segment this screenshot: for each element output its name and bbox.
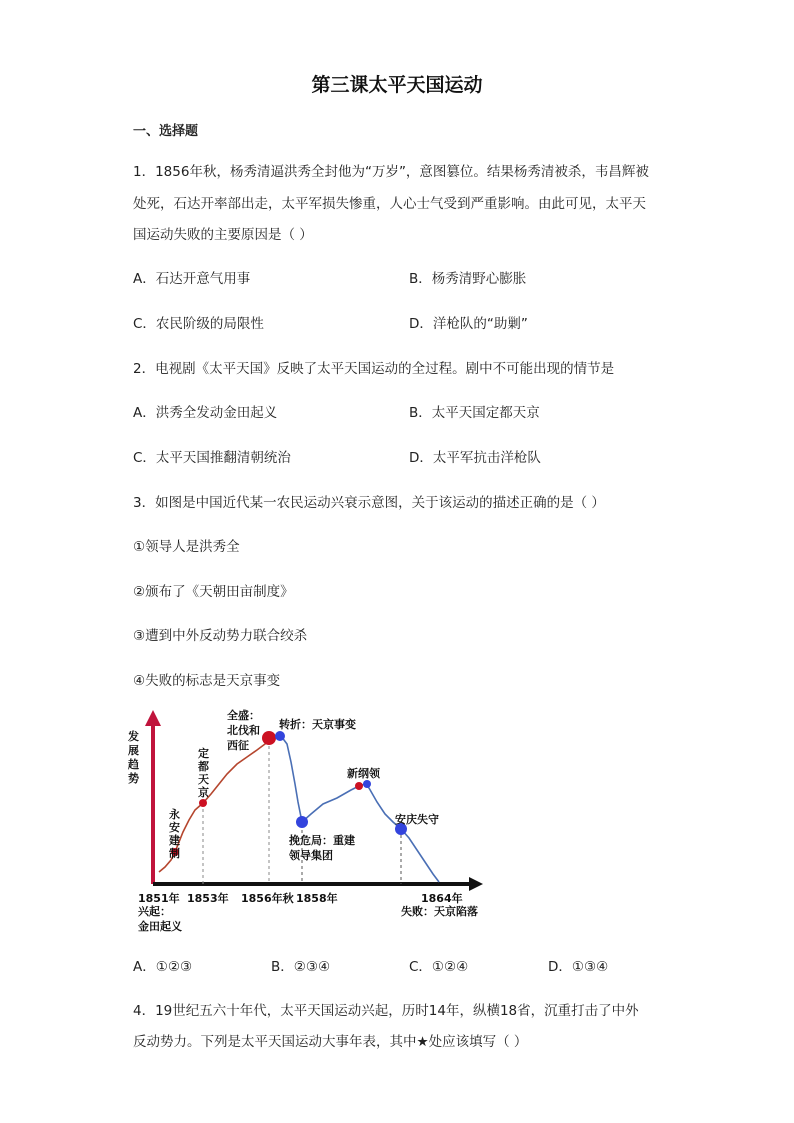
q3-item-2: ②颁布了《天朝田亩制度》 xyxy=(133,584,294,600)
q3-item-1: ①领导人是洪秀全 xyxy=(133,539,240,555)
label-wanwei-2: 领导集团 xyxy=(289,849,333,862)
q1-option-d: D．洋枪队的“助剿” xyxy=(409,316,528,332)
label-quansheng-2: 北伐和 xyxy=(227,724,260,737)
dot-wanwei xyxy=(296,816,308,828)
q2-line-1: 2．电视剧《太平天国》反映了太平天国运动的全过程。剧中不可能出现的情节是 xyxy=(133,361,615,377)
q2-option-a: A．洪秀全发动金田起义 xyxy=(133,405,278,421)
q3-option-d: D．①③④ xyxy=(548,959,609,975)
x-axis-arrow xyxy=(469,877,483,891)
q1-option-c: C．农民阶级的局限性 xyxy=(133,316,264,332)
q1-line-3: 国运动失败的主要原因是（ ） xyxy=(133,227,313,243)
label-dingdu-text: 定都天京 xyxy=(198,747,209,799)
q3-item-4: ④失败的标志是天京事变 xyxy=(133,673,281,689)
q3-option-a: A．①②③ xyxy=(133,959,193,975)
rise-fall-chart xyxy=(128,702,503,942)
q2-option-b: B．太平天国定都天京 xyxy=(409,405,540,421)
chart-svg xyxy=(128,702,503,942)
tick-1858: 1858年 xyxy=(296,892,338,905)
label-yongan xyxy=(169,807,180,860)
y-axis-label xyxy=(127,729,139,785)
q1-option-a: A．石达开意气用事 xyxy=(133,271,251,287)
q3-option-b: B．②③④ xyxy=(271,959,331,975)
dot-xingangling xyxy=(355,782,363,790)
q3-item-3: ③遭到中外反动势力联合绞杀 xyxy=(133,628,308,644)
dot-dingdu xyxy=(199,799,207,807)
tick-1853: 1853年 xyxy=(187,892,229,905)
q2-option-c: C．太平天国推翻清朝统治 xyxy=(133,450,291,466)
label-yongan-text: 永安建制 xyxy=(169,808,180,860)
label-wanwei-1: 挽危局：重建 xyxy=(289,834,355,847)
y-axis-label-text: 发展趋势 xyxy=(128,730,139,785)
label-end: 失败：天京陷落 xyxy=(401,905,478,918)
tick-1864: 1864年 xyxy=(421,892,463,905)
label-quansheng-3: 西征 xyxy=(227,739,249,752)
label-start-1: 兴起： xyxy=(138,905,171,918)
label-zhuanzhe: 转折：天京事变 xyxy=(279,718,356,731)
y-axis-arrow xyxy=(145,710,161,726)
section-heading: 一、选择题 xyxy=(133,124,199,139)
page-title: 第三课太平天国运动 xyxy=(311,74,483,96)
q3-option-c: C．①②④ xyxy=(409,959,469,975)
q1-line-2: 处死，石达开率部出走，太平军损失惨重，人心士气受到严重影响。由此可见，太平天 xyxy=(133,196,646,212)
q1-option-b: B．杨秀清野心膨胀 xyxy=(409,271,527,287)
label-start-2: 金田起义 xyxy=(138,920,182,933)
label-anqing: 安庆失守 xyxy=(395,813,439,826)
dot-xingangling-2 xyxy=(363,780,371,788)
q4-line-1: 4．19世纪五六十年代，太平天国运动兴起，历时14年，纵横18省，沉重打击了中外 xyxy=(133,1003,639,1019)
q1-line-1: 1．1856年秋，杨秀清逼洪秀全封他为“万岁”，意图篡位。结果杨秀清被杀，韦昌辉被 xyxy=(133,164,649,180)
label-quansheng-1: 全盛： xyxy=(227,709,260,722)
q4-line-2: 反动势力。下列是太平天国运动大事年表，其中★处应该填写（ ） xyxy=(133,1034,528,1050)
label-dingdu xyxy=(197,746,210,799)
dot-zhuanzhe xyxy=(275,731,285,741)
tick-1856: 1856年秋 xyxy=(241,892,294,905)
q3-line-1: 3．如图是中国近代某一农民运动兴衰示意图，关于该运动的描述正确的是（ ） xyxy=(133,495,605,511)
dot-quansheng xyxy=(262,731,276,745)
label-xingangling: 新纲领 xyxy=(347,767,380,780)
q2-option-d: D．太平军抗击洋枪队 xyxy=(409,450,541,466)
tick-1851: 1851年 xyxy=(138,892,180,905)
